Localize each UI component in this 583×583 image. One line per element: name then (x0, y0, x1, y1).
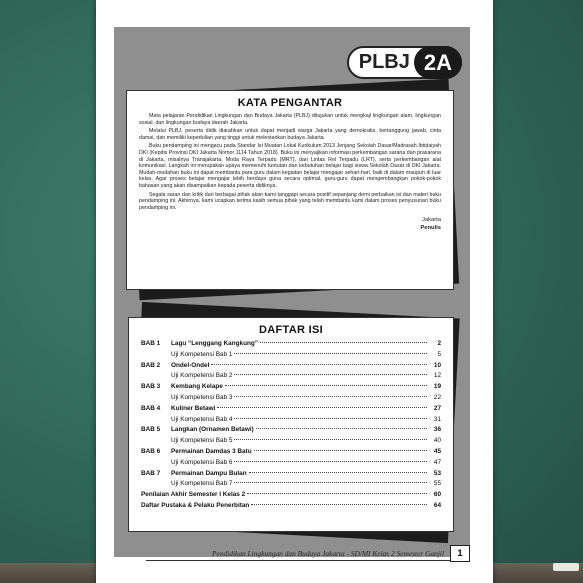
toc-leader-dots (225, 385, 427, 386)
toc-chapter-label: BAB 7 (141, 469, 161, 477)
toc-title: Permainan Damdas 3 Batu (171, 447, 252, 455)
toc-chapter-label: BAB 6 (141, 447, 161, 455)
toc-page-number: 36 (433, 426, 441, 434)
toc-row (141, 448, 441, 459)
toc-page-number: 55 (433, 480, 441, 488)
toc-row (141, 459, 441, 470)
toc-row (141, 470, 441, 481)
toc-leader-dots (260, 342, 427, 343)
toc-page-number: 19 (433, 383, 441, 391)
footer-rule (146, 549, 450, 561)
toc-title: Ondel-Ondel (171, 361, 210, 369)
toc-chapter-label: BAB 3 (141, 383, 161, 391)
toc-leader-dots (211, 364, 427, 365)
kata-pengantar-card (126, 90, 454, 290)
signature-place: Jakarta (421, 217, 441, 224)
table-of-contents (141, 340, 441, 513)
toc-leader-dots (251, 504, 427, 505)
toc-row (141, 491, 441, 502)
toc-title: Daftar Pustaka & Pelaku Penerbitan (141, 501, 250, 509)
toc-page-number: 64 (433, 501, 441, 509)
toc-title: Kembang Kelape (171, 383, 223, 391)
badge-number: 2A (414, 46, 462, 79)
toc-leader-dots (234, 461, 427, 462)
toc-title: Langkan (Ornamen Betawi) (171, 426, 254, 434)
book-page (96, 0, 493, 583)
toc-leader-dots (234, 439, 427, 440)
toc-row (141, 351, 441, 362)
toc-row (141, 340, 441, 351)
toc-row (141, 394, 441, 405)
toc-page-number: 5 (437, 350, 441, 358)
footer-book-title: Pendidikan Lingkungan dan Budaya Jakarta - SD/MI Kelas 2 Semester Ganjil (212, 549, 444, 558)
page-footer (146, 544, 470, 562)
toc-title: Uji Kompetensi Bab 4 (171, 415, 233, 423)
chalk-piece (553, 563, 579, 571)
subject-badge (347, 46, 462, 79)
toc-title: Lagu “Lenggang Kangkung” (171, 340, 258, 347)
toc-page-number: 45 (433, 447, 441, 455)
toc-page-number: 12 (433, 372, 441, 380)
toc-row (141, 383, 441, 394)
daftar-isi-card (128, 317, 454, 532)
toc-row (141, 372, 441, 383)
toc-page-number: 53 (433, 469, 441, 477)
toc-leader-dots (256, 428, 427, 429)
toc-leader-dots (234, 353, 427, 354)
toc-leader-dots (234, 374, 427, 375)
toc-title: Uji Kompetensi Bab 3 (171, 393, 233, 401)
kata-pengantar-heading: KATA PENGANTAR (237, 97, 343, 109)
page-gray-panel (114, 27, 470, 557)
toc-title: Penilaian Akhir Semester I Kelas 2 (141, 491, 246, 499)
toc-leader-dots (234, 396, 427, 397)
toc-page-number: 40 (433, 437, 441, 445)
signature-author: Penulis (420, 225, 441, 232)
toc-page-number: 10 (433, 361, 441, 369)
toc-title: Uji Kompetensi Bab 2 (171, 372, 233, 380)
toc-row (141, 502, 441, 513)
toc-page-number: 31 (433, 415, 441, 423)
kata-pengantar-paragraph: Melalui PLBJ, peserta didik diarahkan untuk dapat menjadi warga Jakarta yang demokratis, bertanggung jawab, cinta damai, dan memiliki kepedulian yang tinggi untuk melestarikan budaya Jakarta. (139, 128, 441, 141)
toc-page-number: 27 (433, 404, 441, 412)
toc-title: Permainan Dampu Bulan (171, 469, 247, 477)
toc-row (141, 405, 441, 416)
toc-leader-dots (217, 407, 427, 408)
toc-row (141, 416, 441, 427)
toc-row (141, 480, 441, 491)
toc-leader-dots (254, 450, 427, 451)
toc-chapter-label: BAB 2 (141, 361, 161, 369)
toc-chapter-label: BAB 4 (141, 404, 161, 412)
toc-page-number: 2 (437, 340, 441, 347)
toc-chapter-label: BAB 5 (141, 426, 161, 434)
kata-pengantar-paragraph: Mata pelajaran Pendidikan Lingkungan dan Budaya Jakarta (PLBJ) ditujukan untuk mengkaji lingkungan alam, lingkungan sosial, dan lingkungan budaya daerah Jakarta. (139, 113, 441, 126)
toc-leader-dots (249, 472, 427, 473)
toc-leader-dots (234, 482, 427, 483)
toc-row (141, 437, 441, 448)
toc-title: Kuliner Betawi (171, 404, 216, 412)
toc-page-number: 60 (433, 491, 441, 499)
kata-pengantar-paragraph: Buku pendamping ini mengacu pada Standar Isi Muatan Lokal Kurikulum 2013 Jenjang Sekolah Dasar/Madrasah Ibtidaiyah DKI (Kepdis Provinsi DKI Jakarta Nomor 1114 Tahun 2018). Buku ini menyajikan informasi perkembangan sarana dan prasarana di Jakarta, misalnya Transjakarta, Moda Raya Terpadu (MRT), dan Lintas Rel Terpadu (LRT), serta perkembangan alat komunikasi. Langkah ini merupakan upaya memenuhi tuntutan dan kebutuhan belajar bagi siswa Sekolah Dasar di DKI Jakarta. Mudah-mudahan buku ini dapat membantu para guru dalam kegiatan belajar mengajar sehari-hari, baik di dalam maupun di luar kelas. Agar proses belajar mengajar lebih berdaya guna secara optimal, guru-guru dapat mengembangkan pokok-pokok bahasan yang akan disampaikan kepada peserta didiknya. (139, 143, 441, 189)
toc-title: Uji Kompetensi Bab 1 (171, 350, 233, 358)
toc-title: Uji Kompetensi Bab 5 (171, 437, 233, 445)
toc-leader-dots (247, 493, 427, 494)
toc-page-number: 22 (433, 393, 441, 401)
daftar-isi-heading: DAFTAR ISI (259, 324, 323, 336)
toc-row (141, 426, 441, 437)
toc-page-number: 47 (433, 458, 441, 466)
signature-block (139, 216, 441, 232)
toc-chapter-label: BAB 1 (141, 340, 161, 347)
page-number: 1 (450, 545, 470, 562)
toc-title: Uji Kompetensi Bab 6 (171, 458, 233, 466)
toc-leader-dots (234, 418, 427, 419)
toc-title: Uji Kompetensi Bab 7 (171, 480, 233, 488)
kata-pengantar-paragraph: Segala saran dan kritik dari berbagai pihak akan kami tanggapi secara positif sepanjang demi perbaikan isi dan materi buku pendamping ini. Akhirnya, kami ucapkan terima kasih semua pihak yang telah membantu kami dalam proses penyusunan buku pendamping ini. (139, 191, 441, 211)
badge-letters: PLBJ (358, 51, 410, 73)
toc-row (141, 362, 441, 373)
